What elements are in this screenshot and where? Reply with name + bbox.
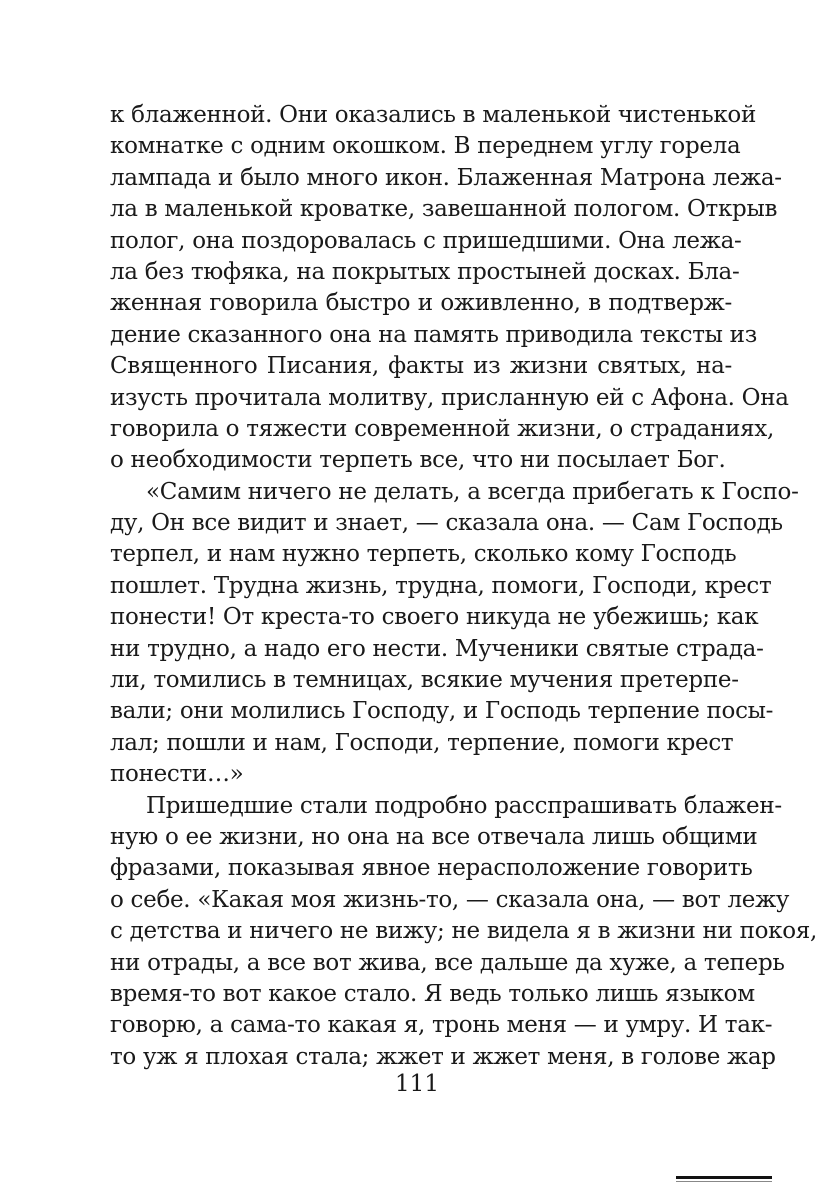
paragraph-3 — [110, 791, 817, 1074]
text-line: лампада и было много икон. Блаженная Матрона лежа- — [110, 164, 782, 191]
paragraph-2 — [110, 477, 799, 791]
text-line: Священного Писания, факты из жизни святых, на- — [110, 353, 732, 380]
text-line: изусть прочитала молитву, присланную ей с Афона. Она — [110, 384, 789, 411]
scan-edge-rule — [676, 1176, 772, 1179]
text-line: терпел, и нам нужно терпеть, сколько кому Господь — [110, 541, 737, 568]
text-line: ла в маленькой кроватке, завешанной пологом. Открыв — [110, 196, 778, 223]
paragraph-1 — [110, 100, 789, 477]
text-line: ла без тюфяка, на покрытых простыней досках. Бла- — [110, 258, 740, 285]
text-line: время-то вот какое стало. Я ведь только лишь языком — [110, 980, 755, 1007]
text-line: к блаженной. Они оказались в маленькой чистенькой — [110, 102, 757, 128]
text-line: женная говорила быстро и оживленно, в подтверж- — [110, 290, 732, 317]
page-body-text — [110, 100, 817, 1073]
text-line: Пришедшие стали подробно расспрашивать блажен- — [146, 792, 782, 819]
text-line: о себе. «Какая моя жизнь-то, — сказала она, — вот лежу — [110, 886, 790, 913]
text-line: фразами, показывая явное нерасположение говорить — [110, 855, 753, 882]
text-line: ли, томились в темницах, всякие мучения претерпе- — [110, 667, 739, 694]
text-line: ду, Он все видит и знает, — сказала она. — Сам Господь — [110, 510, 783, 537]
text-line: ни отрады, а все вот жива, все дальше да хуже, а теперь — [110, 949, 785, 976]
text-line: с детства и ничего не вижу; не видела я в жизни ни покоя, — [110, 918, 817, 945]
text-line: пошлет. Трудна жизнь, трудна, помоги, Господи, крест — [110, 572, 772, 599]
text-line: «Самим ничего не делать, а всегда прибегать к Госпо- — [146, 478, 799, 505]
text-line: полог, она поздоровалась с пришедшими. Она лежа- — [110, 227, 742, 254]
scan-edge-rule-shadow — [676, 1181, 772, 1182]
text-line: то уж я плохая стала; жжет и жжет меня, в голове жар — [110, 1043, 776, 1070]
text-line: говорю, а сама-то какая я, тронь меня — и умру. И так- — [110, 1012, 773, 1039]
text-line: говорила о тяжести современной жизни, о страданиях, — [110, 415, 774, 442]
text-line: дение сказанного она на память приводила тексты из — [110, 321, 757, 348]
page-number: 111 — [395, 1071, 439, 1097]
text-line: лал; пошли и нам, Господи, терпение, помоги крест — [110, 729, 734, 756]
text-line: вали; они молились Господу, и Господь терпение посы- — [110, 698, 774, 725]
text-line: ную о ее жизни, но она на все отвечала лишь общими — [110, 823, 758, 850]
text-line: понести! От креста-то своего никуда не убежишь; как — [110, 604, 759, 631]
text-line: понести…» — [110, 761, 244, 788]
text-line: о необходимости терпеть все, что ни посылает Бог. — [110, 447, 726, 474]
text-line: комнатке с одним окошком. В переднем углу горела — [110, 133, 741, 160]
text-line: ни трудно, а надо его нести. Мученики святые страда- — [110, 635, 764, 662]
